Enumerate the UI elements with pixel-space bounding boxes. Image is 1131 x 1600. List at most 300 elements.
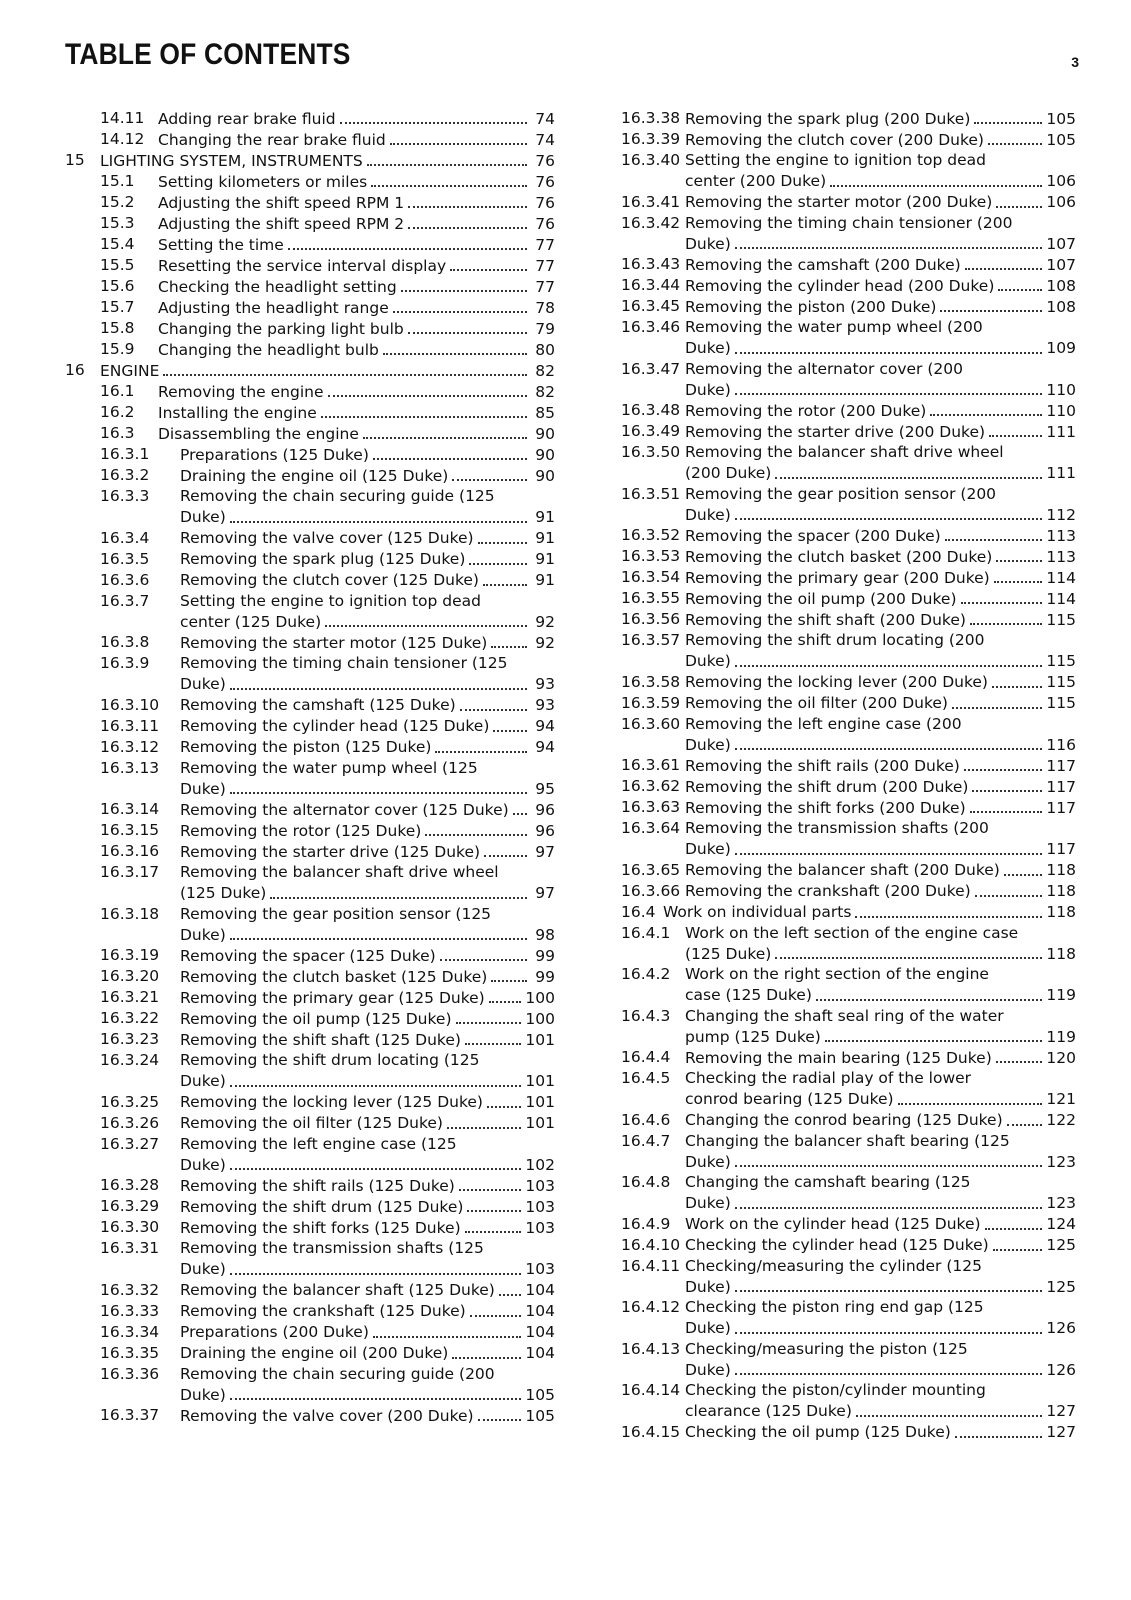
toc-entry[interactable] xyxy=(65,549,555,570)
toc-entry[interactable] xyxy=(65,444,555,465)
toc-entry-number: 16.3.65 xyxy=(621,860,681,879)
dot-leader xyxy=(467,1196,521,1212)
toc-entry[interactable] xyxy=(621,359,1076,401)
toc-entry[interactable] xyxy=(65,255,555,276)
toc-entry-title: Removing the rotor (125 Duke) xyxy=(180,821,422,840)
toc-entry[interactable] xyxy=(621,672,1076,693)
toc-entry[interactable] xyxy=(65,1322,555,1343)
toc-entry[interactable] xyxy=(65,966,555,987)
toc-entry[interactable] xyxy=(65,758,555,800)
toc-entry-page: 96 xyxy=(535,821,555,840)
dot-leader xyxy=(425,820,527,836)
toc-entry[interactable] xyxy=(65,318,555,339)
toc-entry-title: Removing the chain securing guide (125 xyxy=(180,487,495,505)
toc-entry-page: 95 xyxy=(535,779,555,798)
dot-leader xyxy=(452,465,527,481)
toc-entry-title: Removing the spark plug (200 Duke) xyxy=(685,109,971,128)
toc-entry[interactable] xyxy=(621,923,1076,965)
toc-entry-title: Removing the clutch cover (200 Duke) xyxy=(685,130,984,149)
toc-entry[interactable] xyxy=(621,693,1076,714)
toc-entry[interactable] xyxy=(621,1131,1076,1173)
toc-entry[interactable] xyxy=(65,799,555,820)
toc-entry-number: 16.4.1 xyxy=(621,923,671,942)
toc-entry-page: 103 xyxy=(525,1260,555,1278)
dot-leader xyxy=(230,674,527,690)
toc-entry[interactable] xyxy=(621,1172,1076,1214)
toc-entry[interactable] xyxy=(65,465,555,486)
toc-entry-number: 16.3.39 xyxy=(621,130,681,148)
toc-entry[interactable] xyxy=(621,296,1076,317)
toc-entry-page: 104 xyxy=(525,1302,555,1320)
toc-entry-title: Removing the primary gear (200 Duke) xyxy=(685,568,990,587)
toc-entry[interactable] xyxy=(621,213,1076,255)
toc-entry-number: 16.3.1 xyxy=(100,445,150,463)
toc-entry[interactable] xyxy=(621,275,1076,296)
toc-entry[interactable] xyxy=(621,1339,1076,1381)
toc-entry-body xyxy=(180,945,555,966)
toc-entry-page: 113 xyxy=(1046,547,1076,566)
toc-entry[interactable] xyxy=(65,737,555,758)
toc-entry-body xyxy=(685,1047,1076,1068)
toc-entry-page: 126 xyxy=(1046,1360,1076,1379)
toc-entry-number: 16.3.27 xyxy=(100,1134,160,1153)
toc-entry-number: 16.3.59 xyxy=(621,693,681,712)
toc-entry-title: Adjusting the headlight range xyxy=(158,298,389,317)
toc-entry-number: 16.3.20 xyxy=(100,967,160,985)
toc-entry-page: 76 xyxy=(535,193,555,212)
toc-entry-body xyxy=(158,108,555,129)
toc-entry[interactable] xyxy=(621,150,1076,192)
toc-entry[interactable] xyxy=(65,1405,555,1426)
toc-entry-title: Draining the engine oil (200 Duke) xyxy=(180,1344,449,1362)
toc-entry-body xyxy=(180,1196,555,1217)
dot-leader xyxy=(288,234,527,250)
toc-entry[interactable] xyxy=(65,1113,555,1134)
toc-entry[interactable] xyxy=(621,1297,1076,1339)
toc-entry-title: Removing the alternator cover (125 Duke) xyxy=(180,800,509,819)
dot-leader xyxy=(735,233,1043,249)
toc-entry-body xyxy=(158,402,555,423)
toc-entry[interactable] xyxy=(65,150,555,171)
toc-entry[interactable] xyxy=(65,192,555,213)
toc-entry-number: 16.3.57 xyxy=(621,631,681,649)
toc-entry-body xyxy=(663,902,1076,923)
toc-column-right xyxy=(621,108,1076,1443)
toc-entry-title: Removing the oil filter (125 Duke) xyxy=(180,1114,443,1132)
dot-leader xyxy=(230,1384,522,1400)
toc-entry[interactable] xyxy=(621,860,1076,881)
toc-entry[interactable] xyxy=(621,484,1076,526)
toc-entry-number: 16.3.14 xyxy=(100,800,160,818)
toc-entry-number: 16.3.2 xyxy=(100,466,150,484)
toc-entry-number: 16.4.7 xyxy=(621,1131,671,1150)
toc-entry-page: 74 xyxy=(535,109,555,128)
toc-entry[interactable] xyxy=(65,570,555,591)
toc-entry[interactable] xyxy=(621,755,1076,776)
toc-entry-page: 104 xyxy=(525,1344,555,1362)
toc-entry[interactable] xyxy=(65,1217,555,1238)
toc-entry-body xyxy=(180,799,555,820)
toc-entry-title: Removing the shift drum (200 Duke) xyxy=(685,777,969,796)
toc-entry[interactable] xyxy=(621,1214,1076,1235)
toc-entry-number: 16.3.21 xyxy=(100,988,160,1006)
dot-leader xyxy=(230,1154,522,1170)
toc-entry[interactable] xyxy=(65,1029,555,1050)
dot-leader xyxy=(459,1175,522,1191)
toc-entry[interactable] xyxy=(621,630,1076,672)
toc-entry-title: Checking the headlight setting xyxy=(158,277,397,296)
toc-entry-title: Removing the crankshaft (125 Duke) xyxy=(180,1302,466,1320)
toc-entry[interactable] xyxy=(65,171,555,192)
toc-entry-title: Removing the balancer shaft (125 Duke) xyxy=(180,1281,495,1299)
dot-leader xyxy=(230,507,527,523)
toc-entry-number: 16.3.36 xyxy=(100,1364,160,1383)
toc-entry-title: Removing the piston (125 Duke) xyxy=(180,738,432,756)
toc-entry-title: Removing the cylinder head (200 Duke) xyxy=(685,276,995,295)
toc-entry-page: 98 xyxy=(535,925,555,944)
toc-entry-page: 112 xyxy=(1046,505,1076,524)
toc-entry-title: Preparations (125 Duke) xyxy=(180,445,369,464)
dot-leader xyxy=(340,108,527,124)
dot-leader xyxy=(487,1092,521,1108)
toc-entry-title: Setting the time xyxy=(158,235,284,254)
toc-entry[interactable] xyxy=(65,862,555,904)
dot-leader xyxy=(401,276,527,292)
toc-entry-body xyxy=(685,818,1076,860)
toc-entry[interactable] xyxy=(65,1301,555,1322)
toc-entry[interactable] xyxy=(65,1280,555,1301)
toc-entry[interactable] xyxy=(65,632,555,653)
toc-entry-number: 14.12 xyxy=(100,130,145,148)
toc-entry[interactable] xyxy=(621,254,1076,275)
toc-entry[interactable] xyxy=(621,442,1076,484)
dot-leader xyxy=(373,444,527,460)
toc-entry-page: 127 xyxy=(1046,1402,1076,1420)
toc-entry[interactable] xyxy=(621,1422,1076,1443)
toc-entry-number: 16.3.32 xyxy=(100,1280,160,1299)
toc-entry-number: 16 xyxy=(65,361,85,379)
toc-entry-number: 15.4 xyxy=(100,235,135,253)
dot-leader xyxy=(367,150,527,166)
toc-entry-title: Removing the main bearing (125 Duke) xyxy=(685,1048,992,1067)
toc-entry-title: Checking/measuring the piston (125 xyxy=(685,1339,968,1358)
toc-entry-title: (200 Duke) xyxy=(685,464,772,482)
toc-entry-page: 103 xyxy=(525,1176,555,1195)
dot-leader xyxy=(483,570,527,586)
toc-entry-number: 16.3.46 xyxy=(621,318,681,336)
toc-entry-body xyxy=(685,525,1076,546)
toc-entry[interactable] xyxy=(65,987,555,1008)
toc-entry-number: 16.4.3 xyxy=(621,1006,671,1025)
toc-entry-title: Duke) xyxy=(685,840,731,858)
toc-entry-page: 106 xyxy=(1046,172,1076,190)
toc-entry[interactable] xyxy=(65,528,555,549)
toc-entry[interactable] xyxy=(65,1238,555,1280)
toc-entry-body xyxy=(100,360,555,381)
toc-entry-page: 85 xyxy=(535,403,555,422)
toc-entry[interactable] xyxy=(65,716,555,737)
toc-entry-page: 102 xyxy=(525,1155,555,1174)
toc-entry-page: 117 xyxy=(1046,756,1076,775)
toc-entry[interactable] xyxy=(621,546,1076,567)
toc-entry[interactable] xyxy=(621,1068,1076,1110)
dot-leader xyxy=(945,525,1043,541)
toc-entry-number: 16.3.58 xyxy=(621,672,681,691)
toc-entry-number: 16.3.50 xyxy=(621,443,681,461)
toc-entry-page: 105 xyxy=(1046,130,1076,149)
toc-entry-body xyxy=(685,755,1076,776)
toc-entry[interactable] xyxy=(65,486,555,528)
toc-entry[interactable] xyxy=(621,1235,1076,1256)
toc-entry-page: 92 xyxy=(535,612,555,631)
toc-entry-number: 15.3 xyxy=(100,214,135,232)
toc-entry-title: Changing the conrod bearing (125 Duke) xyxy=(685,1111,1003,1129)
toc-entry[interactable] xyxy=(65,695,555,716)
toc-entry-title: Removing the engine xyxy=(158,382,324,401)
toc-entry-body xyxy=(180,862,555,904)
page-title: TABLE OF CONTENTS xyxy=(65,38,351,71)
toc-entry-number: 16.3 xyxy=(100,424,135,442)
toc-entry-body xyxy=(685,108,1076,129)
toc-entry-title: Removing the timing chain tensioner (200 xyxy=(685,213,1013,232)
toc-entry-title: case (125 Duke) xyxy=(685,986,812,1004)
toc-entry-title: Removing the transmission shafts (200 xyxy=(685,819,989,837)
toc-entry-body xyxy=(685,860,1076,881)
toc-entry-number: 16.4.9 xyxy=(621,1214,671,1233)
dot-leader xyxy=(325,611,527,627)
toc-entry-page: 90 xyxy=(535,445,555,464)
toc-entry[interactable] xyxy=(65,841,555,862)
toc-entry-page: 118 xyxy=(1046,903,1076,921)
toc-entry-page: 105 xyxy=(1046,109,1076,128)
toc-entry-page: 120 xyxy=(1046,1048,1076,1067)
dot-leader xyxy=(230,1071,522,1087)
toc-entry-body xyxy=(180,549,555,570)
toc-entry-body xyxy=(100,150,555,171)
dot-leader xyxy=(998,275,1042,291)
toc-entry-body xyxy=(180,737,555,758)
toc-entry[interactable] xyxy=(65,820,555,841)
toc-entry[interactable] xyxy=(621,129,1076,150)
toc-entry[interactable] xyxy=(65,360,555,381)
toc-entry[interactable] xyxy=(65,108,555,129)
toc-entry-title: Removing the oil filter (200 Duke) xyxy=(685,694,948,712)
toc-entry-title: Removing the shift rails (125 Duke) xyxy=(180,1176,455,1195)
dot-leader xyxy=(513,799,527,815)
toc-entry-page: 82 xyxy=(535,382,555,401)
toc-entry-number: 16.3.23 xyxy=(100,1030,160,1048)
toc-entry-body xyxy=(685,567,1076,588)
toc-entry-title: Duke) xyxy=(685,652,731,670)
toc-entry-title: Work on the left section of the engine case xyxy=(685,923,1019,942)
toc-entry-page: 99 xyxy=(535,946,555,965)
toc-entry[interactable] xyxy=(65,1092,555,1113)
toc-entry[interactable] xyxy=(621,525,1076,546)
toc-entry-number: 16.3.3 xyxy=(100,487,150,505)
toc-entry-body xyxy=(685,484,1076,526)
toc-entry-number: 16.3.51 xyxy=(621,484,681,503)
toc-entry[interactable] xyxy=(621,567,1076,588)
toc-entry-body xyxy=(180,653,555,695)
toc-entry[interactable] xyxy=(621,108,1076,129)
toc-entry-number: 15.5 xyxy=(100,256,135,274)
toc-entry-body xyxy=(685,1380,1076,1422)
toc-entry[interactable] xyxy=(65,904,555,946)
toc-entry[interactable] xyxy=(621,1110,1076,1131)
toc-entry[interactable] xyxy=(65,945,555,966)
toc-entry[interactable] xyxy=(621,609,1076,630)
toc-entry-title: ENGINE xyxy=(100,361,160,380)
dot-leader xyxy=(992,672,1042,688)
toc-entry-body xyxy=(685,1235,1076,1256)
toc-entry[interactable] xyxy=(621,818,1076,860)
dot-leader xyxy=(735,1276,1043,1292)
toc-entry-page: 76 xyxy=(535,172,555,191)
dot-leader xyxy=(491,966,527,982)
toc-entry-number: 16.4.10 xyxy=(621,1235,681,1254)
toc-entry-number: 16.3.64 xyxy=(621,819,681,837)
toc-entry-body xyxy=(685,1131,1076,1173)
toc-entry-number: 16.3.29 xyxy=(100,1197,160,1215)
toc-entry-body xyxy=(158,213,555,234)
toc-entry[interactable] xyxy=(621,1380,1076,1422)
toc-entry-title: Adding rear brake fluid xyxy=(158,109,336,128)
toc-entry[interactable] xyxy=(65,653,555,695)
toc-entry-title: Checking the cylinder head (125 Duke) xyxy=(685,1236,989,1254)
toc-entry-body xyxy=(685,359,1076,401)
toc-entry-body xyxy=(180,1405,555,1426)
toc-entry[interactable] xyxy=(621,881,1076,902)
toc-entry-title: Removing the gear position sensor (125 xyxy=(180,904,492,923)
toc-entry-body xyxy=(180,1029,555,1050)
toc-entry-body xyxy=(158,276,555,297)
toc-entry-number: 16.3.24 xyxy=(100,1051,160,1069)
toc-entry[interactable] xyxy=(621,421,1076,442)
toc-entry[interactable] xyxy=(65,1050,555,1092)
toc-entry-title: LIGHTING SYSTEM, INSTRUMENTS xyxy=(100,151,363,170)
toc-entry-body xyxy=(180,570,555,591)
toc-entry[interactable] xyxy=(621,964,1076,1006)
toc-entry[interactable] xyxy=(621,1006,1076,1048)
toc-entry[interactable] xyxy=(621,714,1076,756)
dot-leader xyxy=(456,1008,522,1024)
toc-entry-title: Removing the spark plug (125 Duke) xyxy=(180,550,466,568)
toc-entry[interactable] xyxy=(621,192,1076,213)
toc-entry[interactable] xyxy=(65,591,555,633)
dot-leader xyxy=(735,839,1043,855)
toc-entry-title: Removing the left engine case (200 xyxy=(685,714,962,733)
toc-entry-title: Removing the clutch basket (200 Duke) xyxy=(685,547,993,566)
toc-entry[interactable] xyxy=(621,1256,1076,1298)
toc-entry-page: 90 xyxy=(535,424,555,443)
toc-entry[interactable] xyxy=(65,1196,555,1217)
toc-entry-number: 16.3.5 xyxy=(100,549,150,568)
dot-leader xyxy=(230,924,527,940)
toc-entry-number: 16.4.8 xyxy=(621,1173,671,1191)
toc-entry-title: Removing the valve cover (125 Duke) xyxy=(180,529,474,547)
toc-entry-number: 16.3.49 xyxy=(621,422,681,440)
toc-entry[interactable] xyxy=(621,902,1076,923)
toc-entry-title: Duke) xyxy=(685,1319,731,1337)
toc-entry[interactable] xyxy=(65,1364,555,1406)
dot-leader xyxy=(940,296,1042,312)
toc-entry-page: 116 xyxy=(1046,735,1076,754)
toc-entry-title: Changing the parking light bulb xyxy=(158,319,404,338)
toc-entry[interactable] xyxy=(621,776,1076,797)
dot-leader xyxy=(856,1401,1043,1417)
toc-entry-page: 77 xyxy=(535,277,555,296)
toc-entry-number: 16.3.17 xyxy=(100,863,160,881)
toc-entry[interactable] xyxy=(621,317,1076,359)
toc-entry-title: Setting the engine to ignition top dead xyxy=(180,591,482,610)
toc-entry-title: Removing the gear position sensor (200 xyxy=(685,484,997,503)
toc-entry[interactable] xyxy=(65,1008,555,1029)
toc-entry[interactable] xyxy=(65,1175,555,1196)
toc-entry-title: Removing the water pump wheel (125 xyxy=(180,758,478,777)
dot-leader xyxy=(469,549,527,565)
toc-entry[interactable] xyxy=(65,297,555,318)
toc-entry-body xyxy=(685,421,1076,442)
toc-entry-page: 115 xyxy=(1046,694,1076,712)
toc-entry[interactable] xyxy=(65,423,555,444)
toc-entry-title: Removing the locking lever (125 Duke) xyxy=(180,1093,483,1111)
dot-leader xyxy=(993,1235,1043,1251)
toc-entry[interactable] xyxy=(65,402,555,423)
toc-entry-title: Removing the shift rails (200 Duke) xyxy=(685,756,960,775)
toc-entry-page: 119 xyxy=(1046,1027,1076,1046)
dot-leader xyxy=(930,400,1042,416)
toc-entry-body xyxy=(685,714,1076,756)
dot-leader xyxy=(373,1322,522,1338)
toc-entry-title: Removing the locking lever (200 Duke) xyxy=(685,673,988,691)
toc-entry[interactable] xyxy=(65,1134,555,1176)
toc-entry[interactable] xyxy=(65,213,555,234)
toc-entry-page: 91 xyxy=(535,571,555,589)
toc-entry-number: 16.3.7 xyxy=(100,591,150,610)
dot-leader xyxy=(230,1259,522,1275)
toc-entry[interactable] xyxy=(65,234,555,255)
toc-entry-number: 16.4.12 xyxy=(621,1298,681,1316)
toc-entry-body xyxy=(685,275,1076,296)
toc-entry-page: 93 xyxy=(535,696,555,714)
toc-entry-page: 110 xyxy=(1046,401,1076,420)
dot-leader xyxy=(816,985,1043,1001)
toc-entry-title: Removing the balancer shaft drive wheel xyxy=(180,863,499,881)
toc-entry-page: 114 xyxy=(1046,568,1076,587)
toc-entry[interactable] xyxy=(621,1047,1076,1068)
toc-entry[interactable] xyxy=(65,276,555,297)
toc-entry-page: 76 xyxy=(535,151,555,170)
toc-entry[interactable] xyxy=(65,129,555,150)
toc-entry-title: Removing the starter motor (200 Duke) xyxy=(685,193,993,211)
toc-entry-number: 16.3.6 xyxy=(100,570,150,589)
toc-entry[interactable] xyxy=(621,400,1076,421)
dot-leader xyxy=(735,1318,1043,1334)
toc-entry-page: 115 xyxy=(1046,673,1076,691)
toc-entry-number: 16.3.52 xyxy=(621,526,681,544)
toc-entry[interactable] xyxy=(621,588,1076,609)
dot-leader xyxy=(970,797,1043,813)
toc-entry-number: 16.3.42 xyxy=(621,213,681,232)
toc-entry-body xyxy=(180,444,555,465)
toc-entry[interactable] xyxy=(65,381,555,402)
toc-entry-title: Duke) xyxy=(685,505,731,524)
toc-entry-title: Removing the chain securing guide (200 xyxy=(180,1364,495,1383)
toc-entry[interactable] xyxy=(65,339,555,360)
toc-entry[interactable] xyxy=(621,797,1076,818)
toc-entry-title: pump (125 Duke) xyxy=(685,1027,821,1046)
toc-entry[interactable] xyxy=(65,1343,555,1364)
